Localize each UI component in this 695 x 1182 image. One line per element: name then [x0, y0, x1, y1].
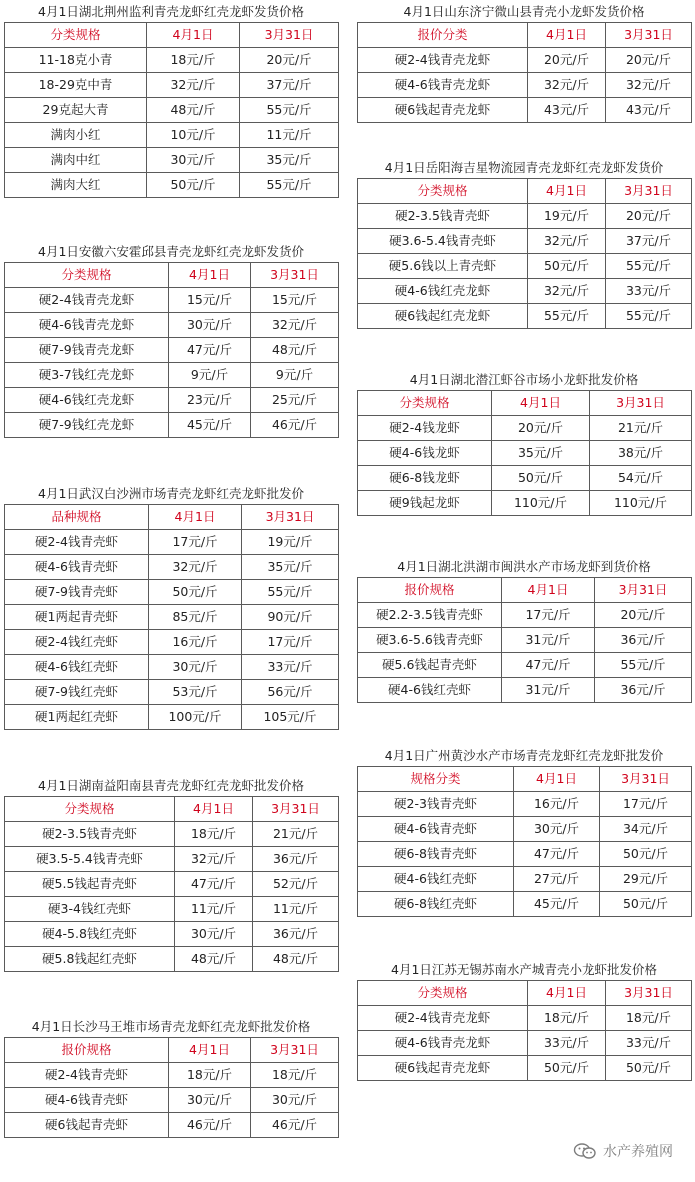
- spec-cell: 硬4-6钱青壳龙虾: [358, 1031, 528, 1056]
- header-cell: 4月1日: [147, 23, 240, 48]
- spec-cell: 硬6钱起红壳龙虾: [358, 304, 528, 329]
- spec-cell: 硬7-9钱红壳龙虾: [5, 413, 169, 438]
- header-cell: 3月31日: [251, 1038, 339, 1063]
- price-table-block: [357, 748, 691, 917]
- price-table: [357, 22, 692, 123]
- price-apr1-cell: 32元/斤: [528, 229, 606, 254]
- spec-cell: 硬3.6-5.6钱青壳虾: [358, 628, 502, 653]
- spec-cell: 硬5.6钱起青壳虾: [358, 653, 502, 678]
- table-row: [5, 148, 339, 173]
- table-row: [358, 653, 692, 678]
- spec-cell: 硬9钱起龙虾: [358, 491, 492, 516]
- price-mar31-cell: 56元/斤: [242, 680, 339, 705]
- table-row: [358, 892, 692, 917]
- price-apr1-cell: 30元/斤: [514, 817, 600, 842]
- header-cell: 3月31日: [251, 263, 339, 288]
- header-cell: 4月1日: [528, 981, 606, 1006]
- table-row: [358, 416, 692, 441]
- price-apr1-cell: 18元/斤: [169, 1063, 251, 1088]
- price-apr1-cell: 31元/斤: [502, 628, 595, 653]
- table-header-row: [358, 981, 692, 1006]
- spec-cell: 硬3-7钱红壳龙虾: [5, 363, 169, 388]
- header-cell: 报价分类: [358, 23, 528, 48]
- spec-cell: 硬4-6钱青壳虾: [5, 555, 149, 580]
- price-apr1-cell: 45元/斤: [169, 413, 251, 438]
- price-mar31-cell: 30元/斤: [251, 1088, 339, 1113]
- price-apr1-cell: 10元/斤: [147, 123, 240, 148]
- price-mar31-cell: 20元/斤: [595, 603, 692, 628]
- watermark: [573, 1140, 673, 1162]
- price-mar31-cell: 48元/斤: [251, 338, 339, 363]
- price-apr1-cell: 32元/斤: [528, 279, 606, 304]
- price-table-block: [357, 962, 691, 1081]
- price-table: [4, 22, 339, 198]
- price-apr1-cell: 33元/斤: [528, 1031, 606, 1056]
- table-row: [5, 822, 339, 847]
- table-header-row: [5, 263, 339, 288]
- spec-cell: 硬7-9钱青壳虾: [5, 580, 149, 605]
- price-apr1-cell: 15元/斤: [169, 288, 251, 313]
- price-mar31-cell: 33元/斤: [606, 279, 692, 304]
- price-table-block: [4, 1019, 338, 1138]
- price-mar31-cell: 37元/斤: [240, 73, 339, 98]
- price-mar31-cell: 46元/斤: [251, 413, 339, 438]
- price-table: [4, 1037, 339, 1138]
- table-header-row: [358, 578, 692, 603]
- spec-cell: 硬2-4钱青壳虾: [5, 530, 149, 555]
- spec-cell: 18-29克中青: [5, 73, 147, 98]
- header-cell: 4月1日: [175, 797, 253, 822]
- spec-cell: 硬2-4钱青壳龙虾: [358, 1006, 528, 1031]
- price-apr1-cell: 18元/斤: [147, 48, 240, 73]
- price-mar31-cell: 33元/斤: [606, 1031, 692, 1056]
- price-table: [357, 980, 692, 1081]
- spec-cell: 硬2-4钱青壳龙虾: [5, 288, 169, 313]
- table-row: [358, 678, 692, 703]
- header-cell: 分类规格: [5, 23, 147, 48]
- spec-cell: 硬2-3钱青壳虾: [358, 792, 514, 817]
- price-mar31-cell: 21元/斤: [590, 416, 692, 441]
- price-table-block: [357, 559, 691, 703]
- price-mar31-cell: 55元/斤: [242, 580, 339, 605]
- spec-cell: 硬6-8钱青壳虾: [358, 842, 514, 867]
- price-mar31-cell: 32元/斤: [251, 313, 339, 338]
- spec-cell: 硬7-9钱红壳虾: [5, 680, 149, 705]
- table-row: [5, 922, 339, 947]
- price-mar31-cell: 36元/斤: [253, 847, 339, 872]
- price-apr1-cell: 11元/斤: [175, 897, 253, 922]
- spec-cell: 满肉小红: [5, 123, 147, 148]
- table-row: [5, 605, 339, 630]
- table-title: 4月1日湖北潜江虾谷市场小龙虾批发价格: [409, 372, 639, 387]
- table-row: [5, 338, 339, 363]
- spec-cell: 硬3.5-5.4钱青壳虾: [5, 847, 175, 872]
- table-row: [5, 580, 339, 605]
- spec-cell: 硬3-4钱红壳虾: [5, 897, 175, 922]
- spec-cell: 硬3.6-5.4钱青壳虾: [358, 229, 528, 254]
- price-mar31-cell: 15元/斤: [251, 288, 339, 313]
- table-row: [358, 491, 692, 516]
- spec-cell: 硬1两起红壳虾: [5, 705, 149, 730]
- table-header-row: [358, 23, 692, 48]
- price-mar31-cell: 35元/斤: [240, 148, 339, 173]
- price-apr1-cell: 27元/斤: [514, 867, 600, 892]
- price-apr1-cell: 32元/斤: [175, 847, 253, 872]
- table-row: [5, 1088, 339, 1113]
- header-cell: 规格分类: [358, 767, 514, 792]
- table-row: [5, 363, 339, 388]
- spec-cell: 硬4-6钱青壳龙虾: [358, 73, 528, 98]
- header-cell: 4月1日: [492, 391, 590, 416]
- price-apr1-cell: 50元/斤: [528, 254, 606, 279]
- price-mar31-cell: 37元/斤: [606, 229, 692, 254]
- price-apr1-cell: 17元/斤: [502, 603, 595, 628]
- spec-cell: 满肉中红: [5, 148, 147, 173]
- table-header-row: [5, 505, 339, 530]
- table-header-row: [358, 767, 692, 792]
- table-row: [358, 1056, 692, 1081]
- table-row: [358, 98, 692, 123]
- price-mar31-cell: 20元/斤: [606, 204, 692, 229]
- table-row: [5, 530, 339, 555]
- price-apr1-cell: 30元/斤: [149, 655, 242, 680]
- price-apr1-cell: 50元/斤: [528, 1056, 606, 1081]
- price-apr1-cell: 20元/斤: [492, 416, 590, 441]
- spec-cell: 硬4-6钱红壳龙虾: [358, 279, 528, 304]
- spec-cell: 硬2-4钱龙虾: [358, 416, 492, 441]
- price-apr1-cell: 45元/斤: [514, 892, 600, 917]
- price-table-block: [357, 372, 691, 516]
- price-apr1-cell: 100元/斤: [149, 705, 242, 730]
- table-row: [358, 304, 692, 329]
- table-row: [358, 204, 692, 229]
- price-mar31-cell: 110元/斤: [590, 491, 692, 516]
- table-row: [5, 630, 339, 655]
- table-header-row: [358, 179, 692, 204]
- header-cell: 分类规格: [358, 391, 492, 416]
- table-row: [358, 1006, 692, 1031]
- price-mar31-cell: 55元/斤: [606, 254, 692, 279]
- spec-cell: 硬6-8钱红壳虾: [358, 892, 514, 917]
- table-row: [5, 847, 339, 872]
- price-mar31-cell: 46元/斤: [251, 1113, 339, 1138]
- price-apr1-cell: 35元/斤: [492, 441, 590, 466]
- price-mar31-cell: 105元/斤: [242, 705, 339, 730]
- price-apr1-cell: 32元/斤: [149, 555, 242, 580]
- table-title: 4月1日安徽六安霍邱县青壳龙虾红壳龙虾发货价: [38, 244, 304, 259]
- price-apr1-cell: 16元/斤: [514, 792, 600, 817]
- price-mar31-cell: 55元/斤: [240, 173, 339, 198]
- spec-cell: 11-18克小青: [5, 48, 147, 73]
- price-apr1-cell: 55元/斤: [528, 304, 606, 329]
- price-mar31-cell: 34元/斤: [600, 817, 692, 842]
- spec-cell: 满肉大红: [5, 173, 147, 198]
- table-row: [358, 466, 692, 491]
- header-cell: 4月1日: [528, 23, 606, 48]
- table-header-row: [5, 1038, 339, 1063]
- header-cell: 分类规格: [5, 797, 175, 822]
- spec-cell: 硬5.6钱以上青壳虾: [358, 254, 528, 279]
- price-table: [4, 796, 339, 972]
- price-apr1-cell: 43元/斤: [528, 98, 606, 123]
- price-apr1-cell: 50元/斤: [147, 173, 240, 198]
- price-apr1-cell: 110元/斤: [492, 491, 590, 516]
- price-mar31-cell: 19元/斤: [242, 530, 339, 555]
- price-apr1-cell: 47元/斤: [514, 842, 600, 867]
- table-row: [5, 313, 339, 338]
- spec-cell: 硬5.5钱起青壳虾: [5, 872, 175, 897]
- table-row: [5, 655, 339, 680]
- table-title: 4月1日湖南益阳南县青壳龙虾红壳龙虾批发价格: [38, 778, 304, 793]
- price-apr1-cell: 19元/斤: [528, 204, 606, 229]
- price-apr1-cell: 16元/斤: [149, 630, 242, 655]
- table-row: [358, 73, 692, 98]
- price-mar31-cell: 35元/斤: [242, 555, 339, 580]
- price-mar31-cell: 32元/斤: [606, 73, 692, 98]
- header-cell: 4月1日: [528, 179, 606, 204]
- table-title: 4月1日武汉白沙洲市场青壳龙虾红壳龙虾批发价: [38, 486, 304, 501]
- table-row: [5, 1063, 339, 1088]
- header-cell: 3月31日: [590, 391, 692, 416]
- price-apr1-cell: 46元/斤: [169, 1113, 251, 1138]
- table-title: 4月1日广州黄沙水产市场青壳龙虾红壳龙虾批发价: [384, 748, 664, 763]
- price-mar31-cell: 18元/斤: [251, 1063, 339, 1088]
- price-mar31-cell: 11元/斤: [240, 123, 339, 148]
- price-mar31-cell: 21元/斤: [253, 822, 339, 847]
- table-row: [5, 123, 339, 148]
- price-apr1-cell: 18元/斤: [528, 1006, 606, 1031]
- table-row: [358, 48, 692, 73]
- table-row: [5, 413, 339, 438]
- price-apr1-cell: 23元/斤: [169, 388, 251, 413]
- header-cell: 分类规格: [5, 263, 169, 288]
- price-apr1-cell: 32元/斤: [528, 73, 606, 98]
- price-apr1-cell: 31元/斤: [502, 678, 595, 703]
- price-apr1-cell: 32元/斤: [147, 73, 240, 98]
- header-cell: 4月1日: [169, 263, 251, 288]
- price-mar31-cell: 54元/斤: [590, 466, 692, 491]
- price-apr1-cell: 53元/斤: [149, 680, 242, 705]
- table-row: [358, 441, 692, 466]
- header-cell: 3月31日: [242, 505, 339, 530]
- price-mar31-cell: 17元/斤: [242, 630, 339, 655]
- price-mar31-cell: 20元/斤: [240, 48, 339, 73]
- price-table: [357, 577, 692, 703]
- price-mar31-cell: 55元/斤: [240, 98, 339, 123]
- table-row: [358, 628, 692, 653]
- header-cell: 3月31日: [600, 767, 692, 792]
- spec-cell: 硬2-4钱青壳龙虾: [358, 48, 528, 73]
- header-cell: 报价规格: [5, 1038, 169, 1063]
- table-title: 4月1日长沙马王堆市场青壳龙虾红壳龙虾批发价格: [31, 1019, 311, 1034]
- price-apr1-cell: 30元/斤: [169, 313, 251, 338]
- spec-cell: 硬2-3.5钱青壳虾: [5, 822, 175, 847]
- table-row: [5, 73, 339, 98]
- spec-cell: 硬2-4钱青壳虾: [5, 1063, 169, 1088]
- price-mar31-cell: 25元/斤: [251, 388, 339, 413]
- table-row: [358, 254, 692, 279]
- header-cell: 品种规格: [5, 505, 149, 530]
- table-row: [5, 1113, 339, 1138]
- price-apr1-cell: 50元/斤: [149, 580, 242, 605]
- price-apr1-cell: 50元/斤: [492, 466, 590, 491]
- spec-cell: 硬4-6钱红壳虾: [358, 867, 514, 892]
- table-title: 4月1日江苏无锡苏南水产城青壳小龙虾批发价格: [391, 962, 657, 977]
- spec-cell: 硬4-6钱红壳虾: [358, 678, 502, 703]
- price-apr1-cell: 48元/斤: [147, 98, 240, 123]
- price-table: [357, 766, 692, 917]
- price-mar31-cell: 50元/斤: [600, 892, 692, 917]
- header-cell: 3月31日: [606, 23, 692, 48]
- header-cell: 3月31日: [595, 578, 692, 603]
- spec-cell: 硬2-3.5钱青壳虾: [358, 204, 528, 229]
- header-cell: 3月31日: [606, 981, 692, 1006]
- wechat-icon: [573, 1142, 597, 1160]
- table-row: [358, 1031, 692, 1056]
- price-apr1-cell: 47元/斤: [175, 872, 253, 897]
- spec-cell: 硬6-8钱龙虾: [358, 466, 492, 491]
- price-mar31-cell: 52元/斤: [253, 872, 339, 897]
- price-apr1-cell: 48元/斤: [175, 947, 253, 972]
- spec-cell: 硬4-5.8钱红壳虾: [5, 922, 175, 947]
- price-mar31-cell: 33元/斤: [242, 655, 339, 680]
- price-table-block: [357, 160, 691, 329]
- price-mar31-cell: 50元/斤: [600, 842, 692, 867]
- table-title: 4月1日湖北荆州监利青壳龙虾红壳龙虾发货价格: [38, 4, 304, 19]
- spec-cell: 硬4-6钱青壳龙虾: [5, 313, 169, 338]
- table-title: 4月1日岳阳海吉星物流园青壳龙虾红壳龙虾发货价: [384, 160, 664, 175]
- price-apr1-cell: 47元/斤: [502, 653, 595, 678]
- table-row: [5, 48, 339, 73]
- header-cell: 3月31日: [240, 23, 339, 48]
- price-table-block: [4, 486, 338, 730]
- table-row: [5, 555, 339, 580]
- price-apr1-cell: 30元/斤: [175, 922, 253, 947]
- price-mar31-cell: 36元/斤: [595, 678, 692, 703]
- header-cell: 3月31日: [606, 179, 692, 204]
- spec-cell: 硬4-6钱青壳虾: [5, 1088, 169, 1113]
- header-cell: 4月1日: [149, 505, 242, 530]
- price-mar31-cell: 36元/斤: [595, 628, 692, 653]
- price-mar31-cell: 9元/斤: [251, 363, 339, 388]
- price-table: [357, 390, 692, 516]
- spec-cell: 硬2-4钱红壳虾: [5, 630, 149, 655]
- header-cell: 4月1日: [502, 578, 595, 603]
- price-mar31-cell: 50元/斤: [606, 1056, 692, 1081]
- table-row: [358, 867, 692, 892]
- table-header-row: [5, 23, 339, 48]
- table-row: [358, 792, 692, 817]
- spec-cell: 硬5.8钱起红壳虾: [5, 947, 175, 972]
- watermark-text: 水产养殖网: [603, 1144, 673, 1160]
- price-apr1-cell: 18元/斤: [175, 822, 253, 847]
- spec-cell: 硬2.2-3.5钱青壳虾: [358, 603, 502, 628]
- table-title: 4月1日湖北洪湖市闽洪水产市场龙虾到货价格: [397, 559, 651, 574]
- price-table-block: [4, 4, 338, 198]
- price-apr1-cell: 30元/斤: [169, 1088, 251, 1113]
- table-row: [5, 288, 339, 313]
- spec-cell: 硬4-6钱红壳虾: [5, 655, 149, 680]
- header-cell: 3月31日: [253, 797, 339, 822]
- price-table-block: [4, 244, 338, 438]
- table-row: [5, 947, 339, 972]
- price-mar31-cell: 17元/斤: [600, 792, 692, 817]
- table-row: [5, 897, 339, 922]
- table-title: 4月1日山东济宁微山县青壳小龙虾发货价格: [403, 4, 645, 19]
- header-cell: 分类规格: [358, 179, 528, 204]
- price-table: [357, 178, 692, 329]
- spec-cell: 硬7-9钱青壳龙虾: [5, 338, 169, 363]
- price-apr1-cell: 20元/斤: [528, 48, 606, 73]
- header-cell: 报价规格: [358, 578, 502, 603]
- price-table-block: [357, 4, 691, 123]
- header-cell: 4月1日: [514, 767, 600, 792]
- header-cell: 4月1日: [169, 1038, 251, 1063]
- price-table: [4, 262, 339, 438]
- table-row: [358, 842, 692, 867]
- price-apr1-cell: 30元/斤: [147, 148, 240, 173]
- spec-cell: 硬6钱起青壳龙虾: [358, 98, 528, 123]
- price-apr1-cell: 9元/斤: [169, 363, 251, 388]
- spec-cell: 硬1两起青壳虾: [5, 605, 149, 630]
- spec-cell: 硬4-6钱龙虾: [358, 441, 492, 466]
- price-mar31-cell: 55元/斤: [595, 653, 692, 678]
- table-row: [5, 872, 339, 897]
- spec-cell: 硬6钱起青壳龙虾: [358, 1056, 528, 1081]
- price-apr1-cell: 17元/斤: [149, 530, 242, 555]
- price-mar31-cell: 38元/斤: [590, 441, 692, 466]
- table-row: [358, 817, 692, 842]
- spec-cell: 29克起大青: [5, 98, 147, 123]
- table-row: [358, 603, 692, 628]
- spec-cell: 硬6钱起青壳虾: [5, 1113, 169, 1138]
- price-mar31-cell: 48元/斤: [253, 947, 339, 972]
- price-mar31-cell: 29元/斤: [600, 867, 692, 892]
- spec-cell: 硬4-6钱红壳龙虾: [5, 388, 169, 413]
- header-cell: 分类规格: [358, 981, 528, 1006]
- table-row: [5, 705, 339, 730]
- table-row: [5, 173, 339, 198]
- price-mar31-cell: 18元/斤: [606, 1006, 692, 1031]
- table-header-row: [5, 797, 339, 822]
- spec-cell: 硬4-6钱青壳虾: [358, 817, 514, 842]
- table-header-row: [358, 391, 692, 416]
- price-mar31-cell: 11元/斤: [253, 897, 339, 922]
- table-row: [5, 680, 339, 705]
- table-row: [358, 229, 692, 254]
- price-table: [4, 504, 339, 730]
- price-mar31-cell: 90元/斤: [242, 605, 339, 630]
- price-mar31-cell: 43元/斤: [606, 98, 692, 123]
- price-apr1-cell: 47元/斤: [169, 338, 251, 363]
- price-table-block: [4, 778, 338, 972]
- price-mar31-cell: 20元/斤: [606, 48, 692, 73]
- table-row: [5, 98, 339, 123]
- price-mar31-cell: 55元/斤: [606, 304, 692, 329]
- table-row: [5, 388, 339, 413]
- price-apr1-cell: 85元/斤: [149, 605, 242, 630]
- price-mar31-cell: 36元/斤: [253, 922, 339, 947]
- table-row: [358, 279, 692, 304]
